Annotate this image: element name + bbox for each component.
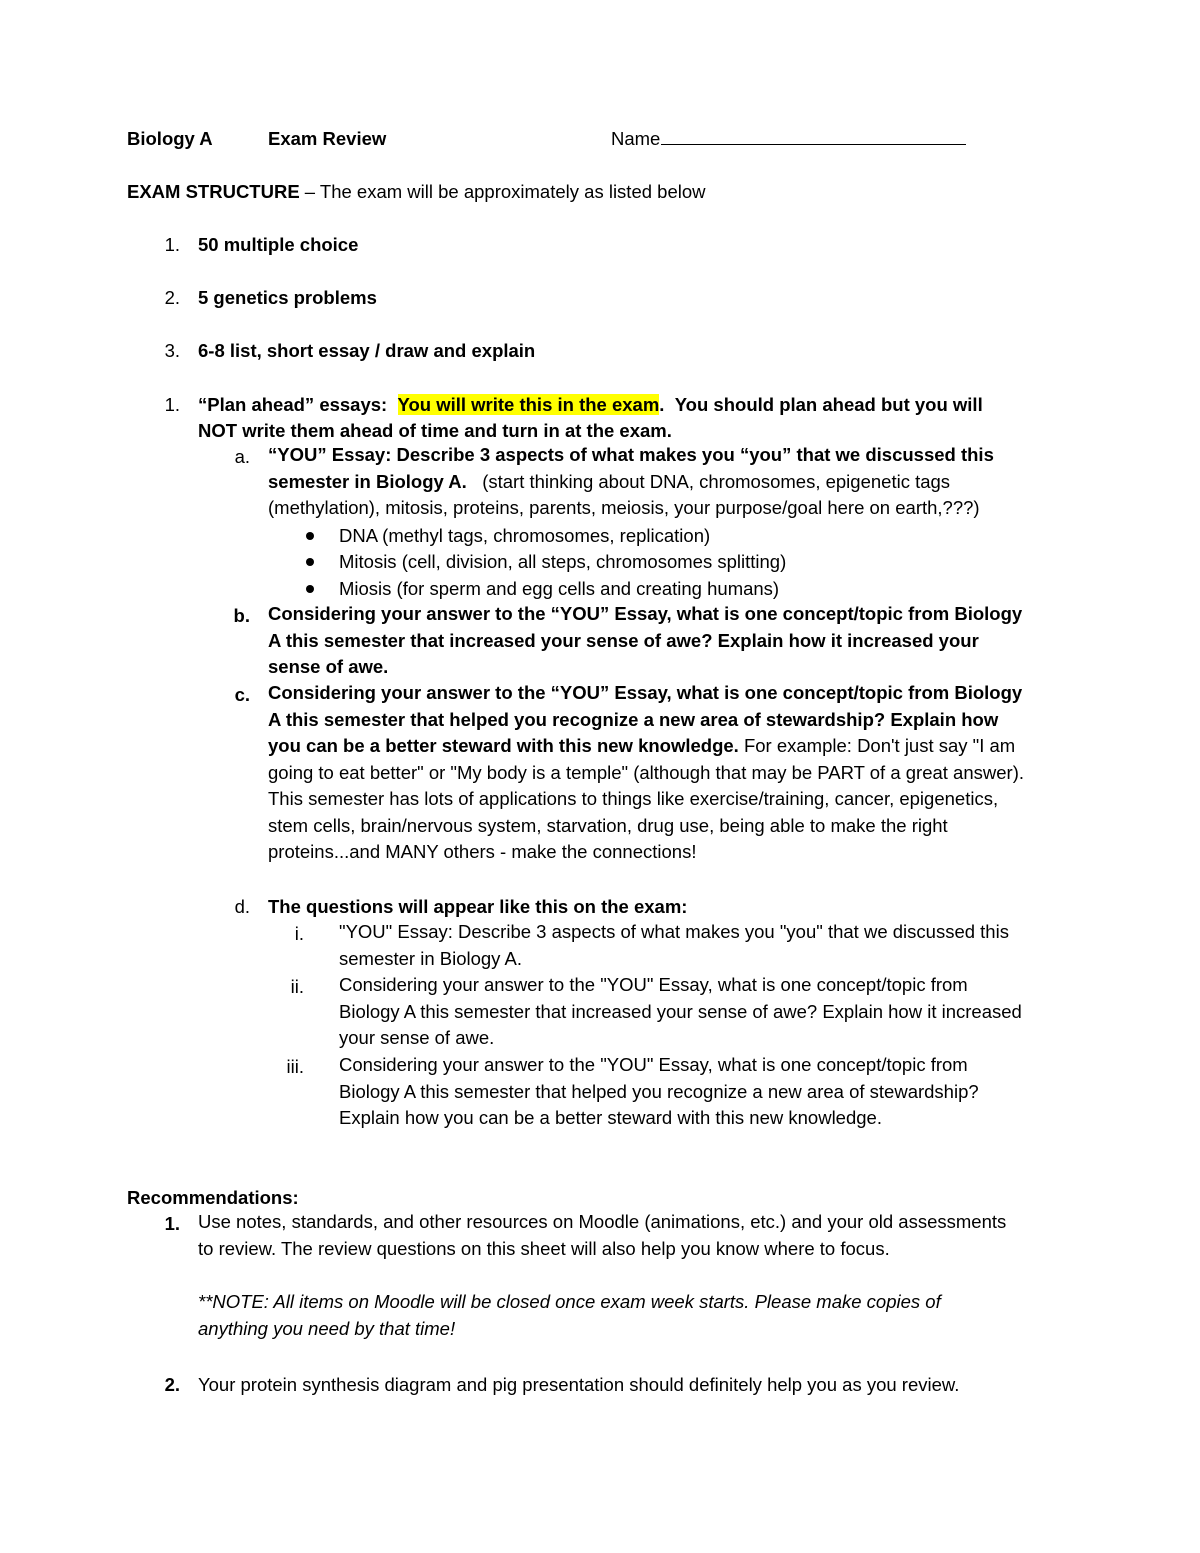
plan-ahead-rest: You should plan ahead but you will [674, 394, 983, 415]
recommendation-text: Your protein synthesis diagram and pig presentation should definitely help you as you review. [198, 1374, 960, 1395]
bullet-text: Miosis (for sperm and egg cells and creating humans) [339, 578, 780, 599]
subitem-b-marker: b. [233, 605, 250, 626]
recommendation-marker: 2. [164, 1374, 180, 1395]
stewardship-line: proteins...and MANY others - make the connections! [268, 841, 697, 862]
recommendation-line: to review. The review questions on this sheet will also help you know where to focus. [198, 1237, 890, 1259]
recommendation-marker: 1. [164, 1213, 180, 1234]
recommendation-text [198, 1209, 1006, 1262]
name-blank-line[interactable] [661, 128, 966, 145]
plan-ahead-line-2: NOT write them ahead of time and turn in at the exam. [198, 420, 672, 441]
plan-ahead-marker: 1. [164, 394, 180, 415]
exam-question-line: your sense of awe. [339, 1027, 495, 1048]
bullet-dot [306, 585, 314, 593]
course-title: Biology A [127, 128, 213, 149]
subitem-c-marker: c. [234, 684, 250, 705]
structure-item-text: 6-8 list, short essay / draw and explain [198, 340, 536, 361]
bullet-text: Mitosis (cell, division, all steps, chromosomes splitting) [339, 551, 787, 572]
exam-question-line: Explain how you can be a better steward with this new knowledge. [339, 1107, 882, 1128]
highlighted-instruction: You will write this in the exam [397, 394, 660, 415]
stewardship-line: A this semester that helped you recognize a new area of stewardship? Explain how [268, 708, 999, 730]
stewardship-line: going to eat better" or "My body is a temple" (although that may be PART of a great answer). [268, 761, 1024, 783]
exam-structure-intro [127, 181, 706, 203]
bullet-dot [306, 558, 314, 566]
stewardship-line: Considering your answer to the “YOU” Essay, what is one concept/topic from Biology [268, 682, 1023, 703]
exam-question-line: "YOU" Essay: Describe 3 aspects of what makes you "you" that we discussed this [339, 921, 1009, 942]
awe-question-block [268, 601, 1022, 681]
you-essay-line [268, 469, 994, 496]
exam-question-line: Biology A this semester that increased your sense of awe? Explain how it increased [339, 1000, 1022, 1022]
exam-question-line: semester in Biology A. [339, 947, 523, 969]
stewardship-bold: you can be a better steward with this new knowledge. [268, 735, 739, 756]
stewardship-line: stem cells, brain/nervous system, starvation, drug use, being able to make the right [268, 814, 948, 836]
structure-item-marker: 2. [164, 287, 180, 308]
note-line: anything you need by that time! [198, 1317, 456, 1339]
you-essay-line: (methylation), mitosis, proteins, parents, meiosis, your purpose/goal here on earth,???) [268, 497, 980, 518]
document-title: Exam Review [268, 128, 387, 149]
bullet-dot [306, 532, 314, 540]
exam-questions-heading: The questions will appear like this on the exam: [268, 896, 688, 917]
moodle-note [198, 1289, 941, 1342]
name-field[interactable] [611, 128, 966, 150]
awe-question-line: A this semester that increased your sense of awe? Explain how it increased your [268, 629, 979, 651]
subitem-d-marker: d. [234, 896, 250, 917]
you-essay-bold: semester in Biology A. [268, 470, 467, 492]
subitem-a-marker: a. [234, 446, 250, 467]
recommendation-line: Use notes, standards, and other resources on Moodle (animations, etc.) and your old assessments [198, 1211, 1007, 1232]
structure-item-marker: 3. [164, 340, 180, 361]
plan-ahead-line-1: “Plan ahead” essays: You will write this in the exam. You should plan ahead but you will [198, 394, 983, 415]
you-essay-hint: (start thinking about DNA, chromosomes, epigenetic tags [482, 470, 951, 492]
exam-structure-label: EXAM STRUCTURE [127, 181, 300, 202]
question-marker: ii. [290, 976, 304, 997]
structure-item-marker: 1. [164, 234, 180, 255]
stewardship-line [268, 733, 1024, 760]
question-marker: i. [294, 923, 304, 944]
plan-ahead-lead: “Plan ahead” essays: [198, 394, 388, 415]
exam-question-line: Considering your answer to the "YOU" Essay, what is one concept/topic from [339, 974, 968, 995]
stewardship-line: This semester has lots of applications to things like exercise/training, cancer, epigenetics, [268, 788, 999, 809]
structure-item-text: 50 multiple choice [198, 234, 359, 255]
question-marker: iii. [286, 1056, 304, 1077]
note-line: **NOTE: All items on Moodle will be closed once exam week starts. Please make copies of [198, 1291, 941, 1312]
exam-question-line: Biology A this semester that helped you recognize a new area of stewardship? [339, 1080, 979, 1102]
recommendations-heading: Recommendations: [127, 1187, 299, 1208]
awe-question-line: sense of awe. [268, 656, 389, 677]
you-essay-line: “YOU” Essay: Describe 3 aspects of what makes you “you” that we discussed this [268, 444, 994, 465]
awe-question-line: Considering your answer to the “YOU” Essay, what is one concept/topic from Biology [268, 603, 1023, 624]
stewardship-example: For example: Don't just say "I am [743, 735, 1016, 756]
stewardship-question-block [268, 680, 1024, 866]
exam-structure-description: – The exam will be approximately as listed below [299, 181, 706, 202]
name-label: Name [611, 128, 661, 149]
exam-question-line: Considering your answer to the "YOU" Essay, what is one concept/topic from [339, 1054, 968, 1075]
structure-item-text: 5 genetics problems [198, 287, 377, 308]
exam-question [339, 972, 1022, 1052]
you-essay-block [268, 442, 994, 522]
bullet-text: DNA (methyl tags, chromosomes, replication) [339, 525, 711, 546]
exam-question [339, 919, 1009, 972]
exam-question [339, 1052, 979, 1132]
